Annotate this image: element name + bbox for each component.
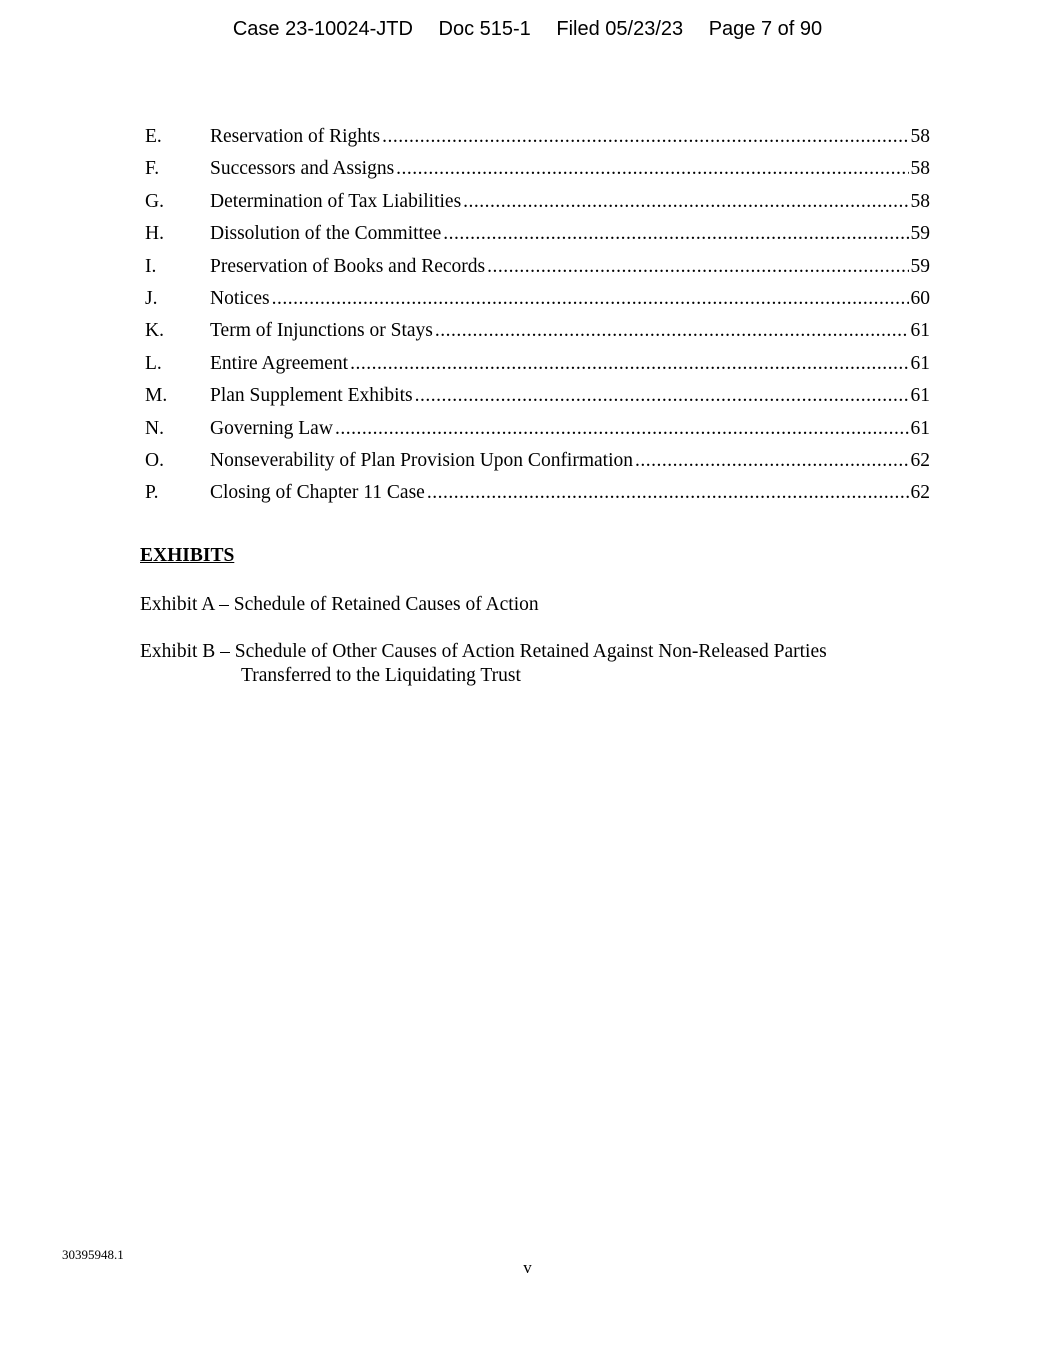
toc-entry-page: 61 [910, 352, 930, 374]
toc-entry [145, 315, 930, 347]
toc-entry-page: 60 [910, 287, 930, 309]
toc-entry-letter: H. [145, 223, 164, 245]
exhibit-b-line2: Transferred to the Liquidating Trust [241, 665, 521, 686]
toc-entry-letter: M. [145, 385, 168, 407]
toc-entry-page: 62 [910, 449, 930, 471]
toc-entry-title: Term of Injunctions or Stays [210, 320, 433, 342]
filed-date: Filed 05/23/23 [556, 18, 684, 40]
page-number: v [523, 1258, 532, 1277]
toc-entry-title: Closing of Chapter 11 Case [210, 482, 425, 504]
toc-entry-page: 58 [910, 126, 930, 147]
toc-entry-letter: O. [145, 449, 164, 471]
toc-entry-leader [635, 445, 908, 477]
toc-entry-title: Nonseverability of Plan Provision Upon Confirmation [210, 449, 634, 471]
toc-entry-letter: J. [145, 287, 158, 309]
toc-entry-letter: P. [145, 482, 159, 504]
toc-entry-title: Notices [210, 287, 270, 309]
toc-entry-leader [443, 218, 908, 250]
toc-entry-leader [415, 380, 909, 412]
toc-entry-letter: N. [145, 417, 164, 439]
toc-entry [145, 251, 930, 283]
document-id: 30395948.1 [62, 1247, 124, 1262]
toc-entry-leader [350, 348, 908, 380]
toc-entry-letter: L. [145, 352, 162, 374]
filing-header [0, 18, 1055, 41]
toc-entry [145, 121, 930, 153]
toc-entry-leader [435, 315, 909, 347]
toc-entry [145, 413, 930, 445]
toc-entry [145, 186, 930, 218]
toc-entry-letter: E. [145, 126, 162, 147]
exhibit-b-line1: Exhibit B – Schedule of Other Causes of Action Retained Against Non-Released Parties [140, 641, 827, 662]
toc-entry-leader [463, 186, 908, 218]
toc-entry [145, 477, 930, 509]
toc-entry-page: 61 [910, 320, 930, 342]
toc-entry-title: Reservation of Rights [210, 126, 381, 147]
toc-entry-leader [487, 251, 908, 283]
toc-entry-page: 61 [910, 417, 930, 439]
exhibit-a: Exhibit A – Schedule of Retained Causes of Action [140, 594, 539, 615]
toc-entry-letter: G. [145, 190, 164, 212]
case-number: Case 23-10024-JTD [232, 18, 413, 40]
toc-entry [145, 283, 930, 315]
toc-entry-letter: K. [145, 320, 164, 342]
table-of-contents [145, 121, 930, 510]
toc-entry-title: Preservation of Books and Records [210, 255, 486, 277]
toc-entry-leader [272, 283, 909, 315]
toc-entry-page: 58 [910, 158, 930, 180]
toc-entry-title: Plan Supplement Exhibits [210, 385, 413, 407]
toc-entry [145, 380, 930, 412]
toc-entry-page: 62 [910, 482, 930, 504]
toc-entry-leader [427, 477, 909, 509]
toc-entry-title: Successors and Assigns [210, 158, 395, 180]
toc-entry-title: Entire Agreement [210, 352, 349, 374]
toc-entry [145, 348, 930, 380]
toc-entry-leader [382, 121, 908, 153]
toc-entry [145, 153, 930, 185]
exhibit-b [140, 640, 827, 688]
doc-number: Doc 515-1 [438, 18, 531, 40]
toc-entry-title: Dissolution of the Committee [210, 223, 442, 245]
toc-entry-letter: I. [145, 255, 157, 277]
toc-entry-title: Governing Law [210, 417, 333, 439]
toc-entry-page: 58 [910, 190, 930, 212]
toc-entry-letter: F. [145, 158, 160, 180]
toc-entry-page: 59 [910, 223, 930, 245]
toc-entry-leader [335, 413, 909, 445]
toc-entry-page: 61 [910, 385, 930, 407]
page-count: Page 7 of 90 [708, 18, 823, 40]
toc-entry-page: 59 [910, 255, 930, 277]
toc-entry-leader [396, 153, 908, 185]
toc-entry-title: Determination of Tax Liabilities [210, 190, 462, 212]
exhibits-heading: EXHIBITS [140, 545, 235, 566]
toc-entry [145, 445, 930, 477]
toc-entry [145, 218, 930, 250]
